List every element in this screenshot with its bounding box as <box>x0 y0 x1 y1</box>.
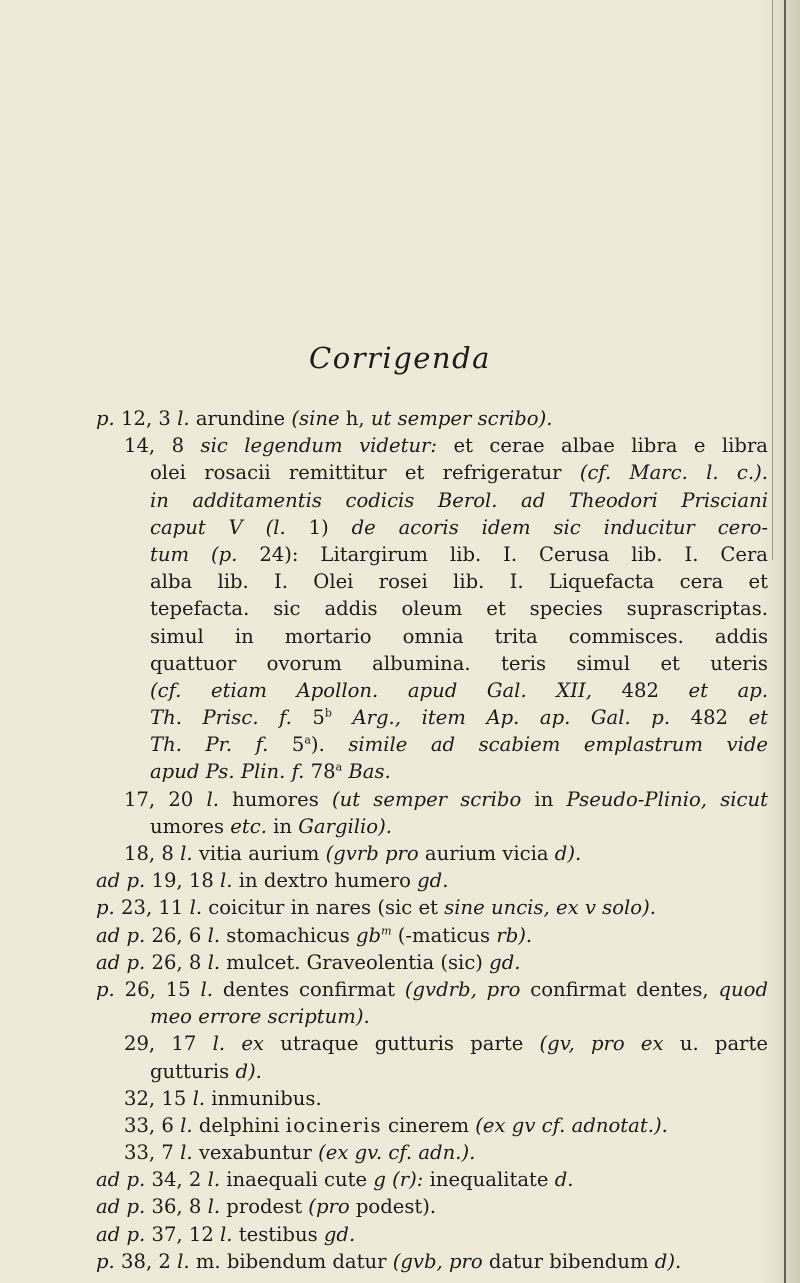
corrigenda-line: tum (p. 24): Litargirum lib. I. Cerusa lib. I. Cera <box>150 542 768 566</box>
page-edge-line <box>784 0 786 1283</box>
page-fold-line <box>772 0 773 560</box>
page-title: Corrigenda <box>309 341 491 375</box>
corrigenda-line: p. 26, 15 l. dentes confirmat (gvdrb, pro confirmat dentes, quod <box>96 977 768 1001</box>
corrigenda-line: ad p. 19, 18 l. in dextro humero gd. <box>96 869 449 893</box>
corrigenda-line: quattuor ovorum albumina. teris simul et uteris <box>150 651 768 675</box>
corrigenda-line: Th. Prisc. f. 5$^b$ Arg., item Ap. ap. Gal. p. 482 et <box>150 706 769 730</box>
corrigenda-list <box>96 405 768 1275</box>
corrigenda-line: simul in mortario omnia trita commisces. addis <box>150 624 768 648</box>
corrigenda-line: 29, 17 l. ex utraque gutturis parte (gv, pro ex u. parte <box>124 1032 768 1056</box>
corrigenda-line: olei rosacii remittitur et refrigeratur (cf. Marc. l. c.). <box>150 461 768 485</box>
corrigenda-line: ad p. 34, 2 l. inaequali cute g (r): inequalitate d. <box>96 1168 574 1192</box>
corrigenda-line: ad p. 26, 6 l. stomachicus $gb^m$ (-maticus rb). <box>96 923 533 947</box>
corrigenda-line: umores etc. in Gargilio). <box>150 814 392 838</box>
corrigenda-line: p. 38, 2 l. m. bibendum datur (gvb, pro datur bibendum d). <box>96 1249 682 1273</box>
corrigenda-line: ad p. 37, 12 l. testibus gd. <box>96 1222 356 1246</box>
corrigenda-line: tepefacta. sic addis oleum et species suprascriptas. <box>150 597 768 621</box>
corrigenda-line: p. 12, 3 l. arundine (sine h, ut semper scribo). <box>96 407 553 430</box>
corrigenda-line: apud Ps. Plin. f. 78$^a$ Bas. <box>150 760 391 784</box>
corrigenda-line: 14, 8 sic legendum videtur: et cerae albae libra e libra <box>124 434 768 458</box>
corrigenda-line: (cf. etiam Apollon. apud Gal. XII, 482 et ap. <box>150 678 769 702</box>
corrigenda-line: 33, 7 l. vexabuntur (ex gv. cf. adn.). <box>124 1141 476 1165</box>
corrigenda-line: 17, 20 l. humores (ut semper scribo in Pseudo-Plinio, sicut <box>124 787 768 811</box>
corrigenda-line: gutturis d). <box>150 1059 262 1083</box>
corrigenda-line: ad p. 36, 8 l. prodest (pro podest). <box>96 1195 437 1219</box>
corrigenda-line: ad p. 26, 8 l. mulcet. Graveolentia (sic) gd. <box>96 950 521 974</box>
corrigenda-line: caput V (l. 1) de acoris idem sic inducitur cero- <box>150 515 769 539</box>
corrigenda-line: Th. Pr. f. 5$^a$). simile ad scabiem emplastrum vide <box>150 733 768 757</box>
corrigenda-line: p. 23, 11 l. coicitur in nares (sic et sine uncis, ex v solo). <box>96 896 656 920</box>
corrigenda-line: 33, 6 l. delphini iocineris cinerem (ex gv cf. adnotat.). <box>124 1113 668 1137</box>
corrigenda-line: in additamentis codicis Berol. ad Theodori Prisciani <box>150 488 768 512</box>
corrigenda-line: 32, 15 l. inmunibus. <box>124 1086 322 1110</box>
corrigenda-line: 18, 8 l. vitia aurium (gvrb pro aurium vicia d). <box>124 842 582 865</box>
corrigenda-line: alba lib. I. Olei rosei lib. I. Liquefacta cera et <box>150 570 768 594</box>
corrigenda-line: meo errore scriptum). <box>150 1005 370 1029</box>
